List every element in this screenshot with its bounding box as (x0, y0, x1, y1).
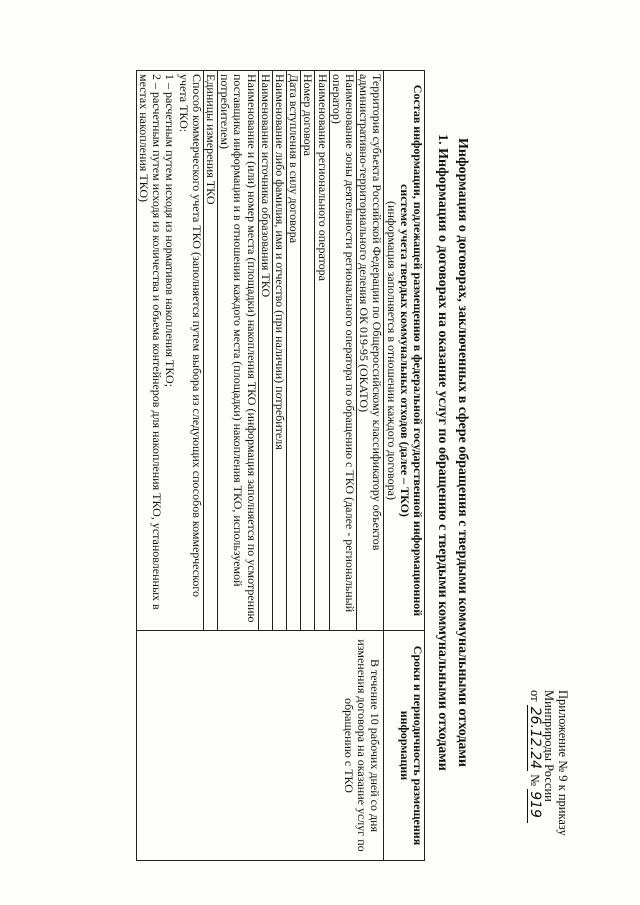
row-text: Наименование зоны деятельности регионального оператора по обращению с ТКО (далее - региональный оператор) (329, 71, 356, 631)
table-row (356, 71, 383, 861)
deadline-cell: В течение 10 рабочих дней со дня изменения договора на оказание услуг по обращению с ТКО (136, 631, 384, 861)
appendix-line-2: Минприроды России (542, 690, 556, 802)
row-text: Наименование либо фамилия, имя и отчество (при наличии) потребителя (272, 71, 286, 631)
number-prefix: № (528, 774, 542, 787)
table-header-row (384, 71, 425, 861)
row-text: Наименование регионального оператора (315, 71, 329, 631)
row-text: Способ коммерческого учета ТКО (заполняется путем выбора из следующих способов коммерческого учета ТКО: 1 – расчетным путем исходя из нормативов накопления ТКО; 2 – расчетным путем исходя из количества и объема контейнеров для накопления ТКО, установленных в местах накопления ТКО) (136, 71, 203, 631)
row-text: Единицы измерения ТКО (203, 71, 217, 631)
row-text: Дата вступления в силу договора (286, 71, 300, 631)
row-text: Номер договора (301, 71, 315, 631)
row-text: Наименование источника образования ТКО (258, 71, 272, 631)
section-title: 1. Информация о договорах на оказание услуг по обращению с твердыми коммунальными отходами (435, 134, 450, 771)
header-composition-sub: (информация заполняется в отношении каждого договора) (384, 201, 399, 500)
appendix-date-line (527, 690, 542, 890)
info-table (136, 70, 425, 861)
document-title: Информация о договорах, заключенных в сфере обращения с твердыми коммунальными отходами (455, 137, 470, 767)
date-value: 26.12.24 (527, 706, 543, 770)
header-deadline: Сроки и периодичность размещения информации (384, 631, 425, 861)
appendix-block (527, 690, 570, 890)
row-text: Территория субъекта Российской Федерации по Общероссийскому классификатору объектов административно-территориального деления ОК 019-95 (ОКАТО) (356, 71, 383, 631)
row-text: Наименование и (или) номер места (площадки) накопления ТКО (информация заполняется по усмотрению поставщика информации и в отношении каждого места (площадки) накопления ТКО, используемой потребителем) (217, 71, 258, 631)
header-composition-main: Состав информации, подлежащей размещению в федеральной государственной информационной системе учета твердых коммунальных отходов (далее – ТКО) (397, 84, 425, 617)
header-composition (384, 71, 425, 631)
date-prefix: от (528, 690, 542, 702)
number-value: 919 (527, 789, 542, 823)
appendix-line-1: Приложение № 9 к приказу (556, 690, 570, 836)
